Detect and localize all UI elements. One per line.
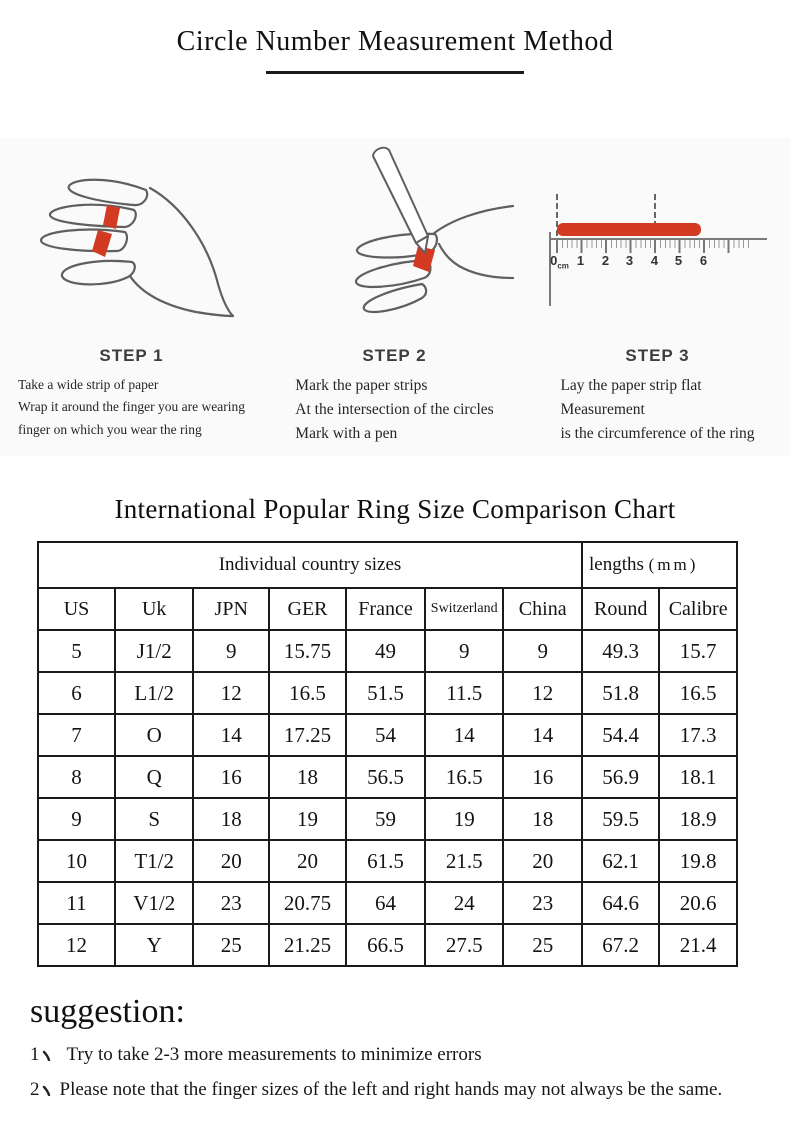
step-2-label: STEP 2 xyxy=(362,346,427,365)
cell: 10 xyxy=(38,840,115,882)
ruler-number-2: 2 xyxy=(601,253,610,268)
cell: 20 xyxy=(503,840,582,882)
cell: 9 xyxy=(425,630,503,672)
cell: 11.5 xyxy=(425,672,503,714)
cell: 49 xyxy=(346,630,425,672)
ruler-number-5: 5 xyxy=(674,253,683,268)
cell: 21.25 xyxy=(269,924,346,966)
step-3-figure xyxy=(526,138,789,344)
cell: 54 xyxy=(346,714,425,756)
step-2 xyxy=(263,138,526,456)
cell: 56.5 xyxy=(346,756,425,798)
table-row xyxy=(38,714,737,756)
item-text: Try to take 2-3 more measurements to minimize errors xyxy=(66,1044,482,1065)
cell: 15.7 xyxy=(659,630,737,672)
cell: 66.5 xyxy=(346,924,425,966)
ruler-illustration xyxy=(543,190,773,340)
step-2-figure xyxy=(263,138,526,344)
cell: 9 xyxy=(503,630,582,672)
cell: 67.2 xyxy=(582,924,659,966)
cell: 12 xyxy=(193,672,269,714)
table-row xyxy=(38,924,737,966)
ruler-number-3: 3 xyxy=(625,253,634,268)
cell: O xyxy=(115,714,193,756)
step-1-line-3: finger on which you wear the ring xyxy=(18,421,202,437)
step-2-line-3: Mark with a pen xyxy=(295,425,398,443)
table-row xyxy=(38,630,737,672)
cell: 20.75 xyxy=(269,882,346,924)
table-row xyxy=(38,840,737,882)
cell: 8 xyxy=(38,756,115,798)
cell: 24 xyxy=(425,882,503,924)
suggestion-section xyxy=(30,993,790,1101)
table-row xyxy=(38,798,737,840)
col-header-france: France xyxy=(346,588,425,630)
item-number: 1 xyxy=(30,1044,40,1065)
cell: 12 xyxy=(38,924,115,966)
cell: 59.5 xyxy=(582,798,659,840)
step-1-description xyxy=(18,374,245,441)
cell: 23 xyxy=(503,882,582,924)
cell: 19 xyxy=(425,798,503,840)
step-1-line-1: Take a wide strip of paper xyxy=(18,377,159,392)
cell: 12 xyxy=(503,672,582,714)
cell: 14 xyxy=(193,714,269,756)
step-2-line-2: At the intersection of the circles xyxy=(295,401,494,419)
table-column-header-row xyxy=(38,588,737,630)
step-3-line-2: Measurement xyxy=(560,401,645,419)
cell: 18.9 xyxy=(659,798,737,840)
cell: 25 xyxy=(503,924,582,966)
col-header-ger: GER xyxy=(269,588,346,630)
ruler-number-4: 4 xyxy=(650,253,659,268)
ruler-number-0: $0_{cm}$ xyxy=(550,253,569,271)
step-3-line-1: Lay the paper strip flat xyxy=(560,377,702,394)
cell: V1/2 xyxy=(115,882,193,924)
cell: 64 xyxy=(346,882,425,924)
cell: Q xyxy=(115,756,193,798)
cell: 18 xyxy=(269,756,346,798)
table-row xyxy=(38,756,737,798)
suggestion-item-1 xyxy=(30,1044,790,1066)
cjk-comma-icon xyxy=(42,1085,51,1096)
col-header-switzerland: Switzerland xyxy=(425,588,503,630)
step-1-figure xyxy=(0,138,263,344)
cell: 20 xyxy=(269,840,346,882)
cell: 14 xyxy=(425,714,503,756)
cell: 7 xyxy=(38,714,115,756)
suggestion-items xyxy=(30,1044,790,1101)
cell: 20.6 xyxy=(659,882,737,924)
cell: 16 xyxy=(193,756,269,798)
cell: T1/2 xyxy=(115,840,193,882)
title-underline xyxy=(266,71,524,74)
table-row xyxy=(38,672,737,714)
step-1 xyxy=(0,138,263,456)
cell: 9 xyxy=(193,630,269,672)
cell: 6 xyxy=(38,672,115,714)
paper-strip-on-ruler xyxy=(557,223,701,236)
cell: 17.25 xyxy=(269,714,346,756)
table-row xyxy=(38,882,737,924)
ruler-number-6: 6 xyxy=(699,253,708,268)
cell: 56.9 xyxy=(582,756,659,798)
suggestion-title: suggestion: xyxy=(30,993,185,1030)
step-3-label: STEP 3 xyxy=(625,346,690,365)
cell: J1/2 xyxy=(115,630,193,672)
cell: 19.8 xyxy=(659,840,737,882)
cell: 23 xyxy=(193,882,269,924)
col-header-uk: Uk xyxy=(115,588,193,630)
item-text: Please note that the finger sizes of the left and right hands may not always be the same. xyxy=(59,1079,723,1100)
chart-title: International Popular Ring Size Comparison Chart xyxy=(114,494,676,524)
group-header-country-sizes: Individual country sizes xyxy=(38,542,582,588)
cell: L1/2 xyxy=(115,672,193,714)
cjk-comma-icon xyxy=(42,1050,51,1061)
step-2-line-1: Mark the paper strips xyxy=(295,377,428,394)
col-header-jpn: JPN xyxy=(193,588,269,630)
cell: 20 xyxy=(193,840,269,882)
item-number: 2 xyxy=(30,1079,40,1100)
cell: 16.5 xyxy=(269,672,346,714)
step-1-line-2: Wrap it around the finger you are wearing xyxy=(18,399,245,415)
step-1-label: STEP 1 xyxy=(99,346,164,365)
col-header-us: US xyxy=(38,588,115,630)
cell: 15.75 xyxy=(269,630,346,672)
step-3-description xyxy=(560,374,754,446)
pen-marking-strip-illustration xyxy=(275,144,515,336)
cell: 19 xyxy=(269,798,346,840)
suggestion-item-2 xyxy=(30,1079,790,1101)
cell: 18.1 xyxy=(659,756,737,798)
group-header-lengths: lengths (mm) xyxy=(582,542,737,588)
step-3-line-3: is the circumference of the ring xyxy=(560,425,755,443)
ring-size-comparison-table xyxy=(37,541,738,967)
cell: 11 xyxy=(38,882,115,924)
cell: 14 xyxy=(503,714,582,756)
cell: 16 xyxy=(503,756,582,798)
table-group-header-row xyxy=(38,542,737,588)
cell: 16.5 xyxy=(425,756,503,798)
cell: 62.1 xyxy=(582,840,659,882)
cell: 25 xyxy=(193,924,269,966)
cell: 51.5 xyxy=(346,672,425,714)
ruler-number-1: 1 xyxy=(576,253,585,268)
step-3 xyxy=(526,138,789,456)
cell: 21.4 xyxy=(659,924,737,966)
cell: 64.6 xyxy=(582,882,659,924)
cell: 21.5 xyxy=(425,840,503,882)
cell: 5 xyxy=(38,630,115,672)
ruler-unit-ticks xyxy=(556,240,730,253)
col-header-china: China xyxy=(503,588,582,630)
ruler-unit-label: cm xyxy=(557,261,569,271)
header xyxy=(0,0,790,74)
cell: S xyxy=(115,798,193,840)
col-header-calibre: Calibre xyxy=(659,588,737,630)
cell: 9 xyxy=(38,798,115,840)
hand-with-paper-strip-illustration xyxy=(12,164,252,336)
cell: 17.3 xyxy=(659,714,737,756)
cell: 27.5 xyxy=(425,924,503,966)
cell: Y xyxy=(115,924,193,966)
cell: 18 xyxy=(503,798,582,840)
cell: 49.3 xyxy=(582,630,659,672)
page-title: Circle Number Measurement Method xyxy=(176,26,614,57)
step-2-description xyxy=(295,374,493,446)
measurement-steps-section xyxy=(0,138,790,456)
cell: 18 xyxy=(193,798,269,840)
cell: 54.4 xyxy=(582,714,659,756)
cell: 16.5 xyxy=(659,672,737,714)
cell: 59 xyxy=(346,798,425,840)
col-header-round: Round xyxy=(582,588,659,630)
cell: 61.5 xyxy=(346,840,425,882)
cell: 51.8 xyxy=(582,672,659,714)
lengths-unit: (mm) xyxy=(648,555,699,574)
